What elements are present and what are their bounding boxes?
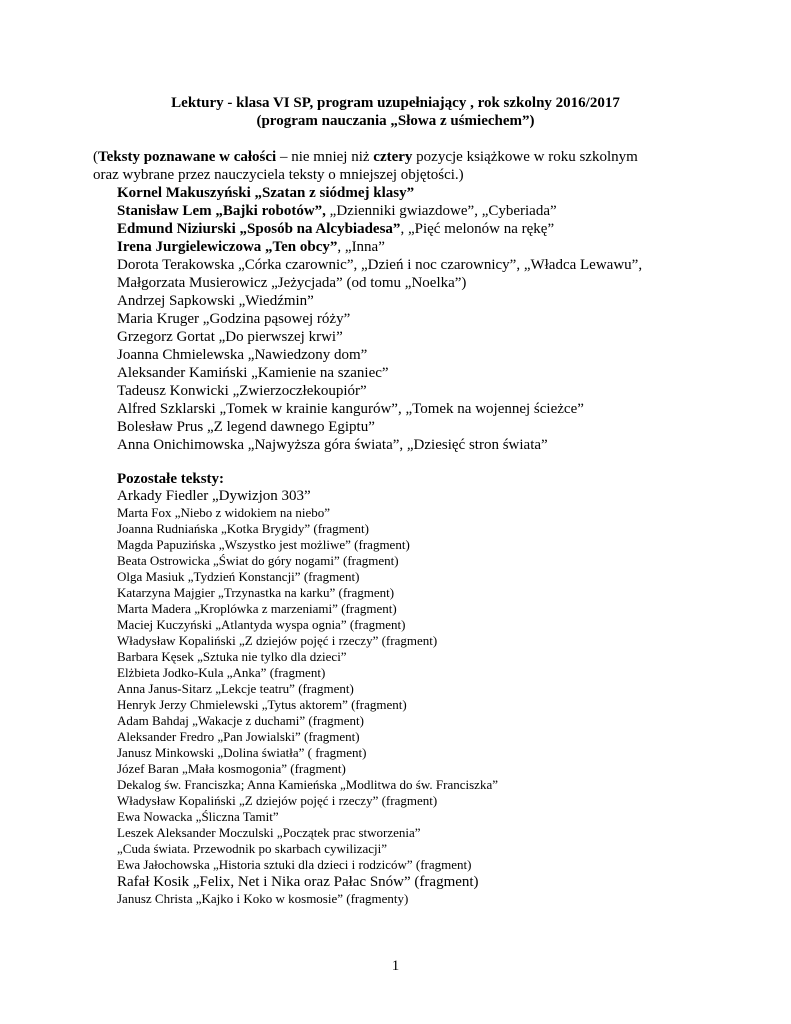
book-title-text: Małgorzata Musierowicz „Jeżycjada” (od tomu „Noelka”): [117, 275, 467, 291]
list-item: Elżbieta Jodko-Kula „Anka” (fragment): [117, 665, 326, 680]
list-item: Anna Janus-Sitarz „Lekcje teatru” (fragment): [117, 681, 354, 696]
list-item: [117, 436, 642, 454]
list-item: [117, 382, 642, 400]
list-item: Janusz Christa „Kajko i Koko w kosmosie” (fragmenty): [117, 891, 409, 906]
book-title-text: Dorota Terakowska „Córka czarownic”, „Dzień i noc czarownicy”, „Władca Lewawu”,: [117, 257, 643, 273]
list-item: Leszek Aleksander Moczulski „Początek prac stworzenia”: [117, 825, 421, 840]
intro-bold-count: cztery: [373, 149, 413, 165]
book-title-bold: Irena Jurgielewiczowa „Ten obcy”: [117, 239, 338, 255]
book-title-text: Bolesław Prus „Z legend dawnego Egiptu”: [117, 419, 375, 435]
list-item: Adam Bahdaj „Wakacje z duchami” (fragment): [117, 713, 364, 728]
list-item: Ewa Jałochowska „Historia sztuki dla dzieci i rodziców” (fragment): [117, 857, 472, 872]
page-number: 1: [391, 958, 400, 974]
book-title-bold: Edmund Niziurski „Sposób na Alcybiadesa”: [117, 221, 401, 237]
list-item: Katarzyna Majgier „Trzynastka na karku” (fragment): [117, 585, 395, 600]
list-item: [117, 292, 642, 310]
book-title-bold: Stanisław Lem „Bajki robotów”,: [117, 203, 326, 219]
intro-text-b: pozycje książkowe w roku szkolnym: [412, 149, 638, 165]
list-item: Ewa Nowacka „Śliczna Tamit”: [117, 809, 279, 824]
list-item: [117, 328, 642, 346]
book-title-bold: Kornel Makuszyński „Szatan z siódmej klasy”: [117, 185, 415, 201]
list-item: Aleksander Fredro „Pan Jowialski” (fragment): [117, 729, 360, 744]
list-item: Marta Fox „Niebo z widokiem na niebo”: [117, 505, 330, 520]
list-item: [117, 346, 642, 364]
list-item: Władysław Kopaliński „Z dziejów pojęć i rzeczy” (fragment): [117, 793, 438, 808]
list-item: Józef Baran „Mała kosmogonia” (fragment): [117, 761, 346, 776]
book-title-text: Andrzej Sapkowski „Wiedźmin”: [117, 293, 314, 309]
document-subtitle: (program nauczania „Słowa z uśmiechem”): [256, 113, 535, 129]
list-item: Janusz Minkowski „Dolina światła” ( fragment): [117, 745, 367, 760]
list-item: [117, 202, 642, 220]
intro-paragraph: [93, 148, 693, 166]
list-item: [117, 274, 642, 292]
list-item: Barbara Kęsek „Sztuka nie tylko dla dzieci”: [117, 649, 347, 664]
intro-open-paren: (: [93, 149, 98, 165]
document-title: Lektury - klasa VI SP, program uzupełniający , rok szkolny 2016/2017: [171, 95, 620, 111]
full-texts-list: [117, 184, 642, 454]
list-item: Beata Ostrowicka „Świat do góry nogami” (fragment): [117, 553, 399, 568]
intro-paragraph-line2: oraz wybrane przez nauczyciela teksty o mniejszej objętości.): [93, 167, 464, 183]
list-item: [117, 364, 642, 382]
book-title-text: Maria Kruger „Godzina pąsowej róży”: [117, 311, 351, 327]
list-item: [117, 256, 642, 274]
list-item: [117, 418, 642, 436]
intro-bold-phrase: Teksty poznawane w całości: [98, 149, 277, 165]
list-item: Władysław Kopaliński „Z dziejów pojęć i rzeczy” (fragment): [117, 633, 438, 648]
list-item: Magda Papuzińska „Wszystko jest możliwe” (fragment): [117, 537, 410, 552]
book-title-text: Aleksander Kamiński „Kamienie na szaniec”: [117, 365, 389, 381]
book-title-text: Joanna Chmielewska „Nawiedzony dom”: [117, 347, 368, 363]
other-texts-list: [117, 487, 498, 907]
list-item: Henryk Jerzy Chmielewski „Tytus aktorem” (fragment): [117, 697, 407, 712]
book-title-text: Alfred Szklarski „Tomek w krainie kangurów”, „Tomek na wojennej ścieżce”: [117, 401, 584, 417]
book-title-text: Anna Onichimowska „Najwyższa góra świata”, „Dziesięć stron świata”: [117, 437, 548, 453]
book-title-text: Tadeusz Konwicki „Zwierzoczłekoupiór”: [117, 383, 367, 399]
list-item: [117, 238, 642, 256]
section-heading: Pozostałe teksty:: [117, 471, 225, 487]
list-item: [117, 220, 642, 238]
list-item: [117, 184, 642, 202]
list-item: [117, 310, 642, 328]
book-title-text: , „Pięć melonów na rękę”: [400, 221, 555, 237]
book-title-text: „Dzienniki gwiazdowe”, „Cyberiada”: [325, 203, 557, 219]
list-item: Joanna Rudniańska „Kotka Brygidy” (fragment): [117, 521, 369, 536]
list-item: Arkady Fiedler „Dywizjon 303”: [117, 488, 311, 504]
list-item: Maciej Kuczyński „Atlantyda wyspa ognia” (fragment): [117, 617, 406, 632]
book-title-text: Grzegorz Gortat „Do pierwszej krwi”: [117, 329, 343, 345]
list-item: Marta Madera „Kroplówka z marzeniami” (fragment): [117, 601, 397, 616]
list-item: „Cuda świata. Przewodnik po skarbach cywilizacji”: [117, 841, 388, 856]
list-item: [117, 400, 642, 418]
list-item: Rafał Kosik „Felix, Net i Nika oraz Pałac Snów” (fragment): [117, 874, 479, 890]
book-title-text: , „Inna”: [337, 239, 385, 255]
list-item: Dekalog św. Franciszka; Anna Kamieńska „Modlitwa do św. Franciszka”: [117, 777, 498, 792]
list-item: Olga Masiuk „Tydzień Konstancji” (fragment): [117, 569, 360, 584]
intro-text-a: – nie mniej niż: [276, 149, 374, 165]
